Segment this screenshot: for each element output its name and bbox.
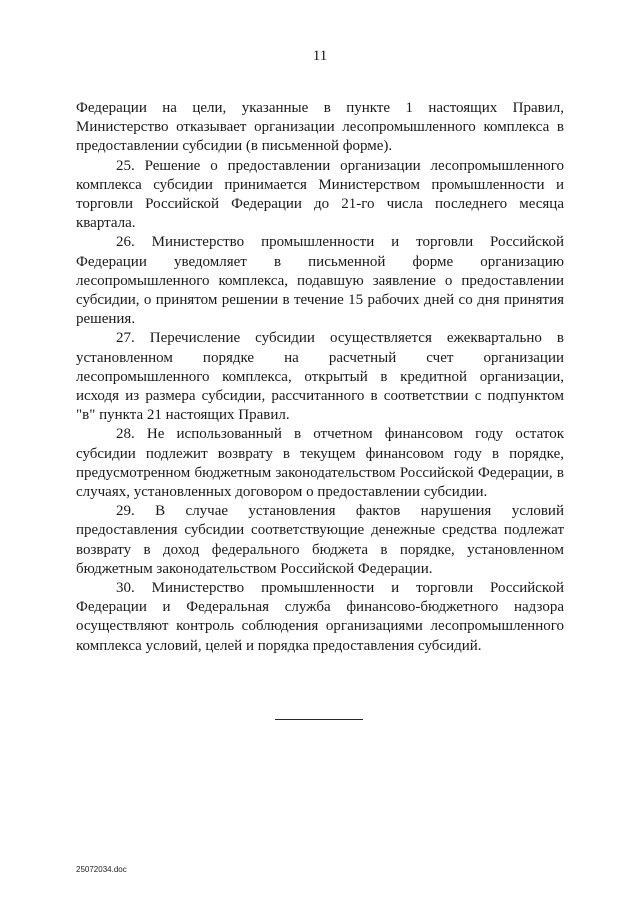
- paragraph-continuation: Федерации на цели, указанные в пункте 1 настоящих Правил, Министерство отказывает организации лесопромышленного комплекса в предоставлении субсидии (в письменной форме).: [76, 100, 564, 155]
- paragraph-item-28: 28. Не использованный в отчетном финансовом году остаток субсидии подлежит возврату в текущем финансовом году в порядке, предусмотренном бюджетным законодательством Российской Федерации, в случаях, установленных договором о предоставлении субсидии.: [76, 426, 564, 501]
- paragraph-item-25: 25. Решение о предоставлении организации лесопромышленного комплекса субсидии принимается Министерством промышленности и торговли Российской Федерации до 21-го числа последнего месяца квартала.: [76, 157, 564, 232]
- document-file-code: 25072034.doc: [76, 865, 127, 874]
- page-number: 11: [312, 48, 328, 64]
- end-separator-line: [275, 719, 363, 720]
- paragraph-item-26: 26. Министерство промышленности и торговли Российской Федерации уведомляет в письменной форме организацию лесопромышленного комплекса, подавшую заявление о предоставлении субсидии, о принятом решении в течение 15 рабочих дней со дня принятия решения.: [76, 234, 564, 328]
- paragraph-item-27: 27. Перечисление субсидии осуществляется ежеквартально в установленном порядке на расчетный счет организации лесопромышленного комплекса, открытый в кредитной организации, исходя из размера субсидии, рассчитанного в соответствии с подпунктом "в" пункта 21 настоящих Правил.: [76, 330, 564, 424]
- document-body: [76, 99, 564, 656]
- paragraph-item-30: 30. Министерство промышленности и торговли Российской Федерации и Федеральная служба финансово-бюджетного надзора осуществляют контроль соблюдения организациями лесопромышленного комплекса условий, целей и порядка предоставления субсидий.: [76, 580, 564, 654]
- paragraph-item-29: 29. В случае установления фактов нарушения условий предоставления субсидии соответствующие денежные средства подлежат возврату в доход федерального бюджета в порядке, установленном бюджетным законодательством Российской Федерации.: [76, 503, 564, 577]
